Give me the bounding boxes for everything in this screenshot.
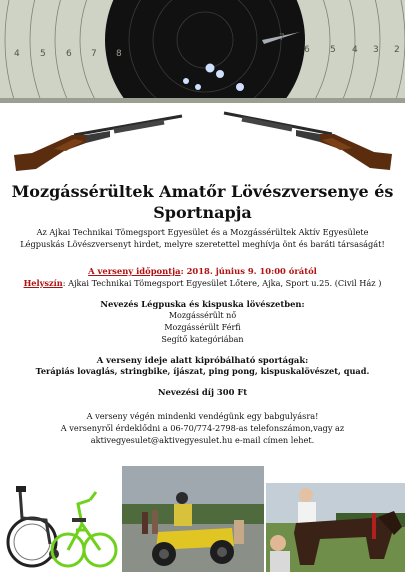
category-item: Segítő kategóriában — [161, 335, 244, 344]
closing-line-2: A versenyről érdeklődni a 06-70/774-2798-as telefonszámon,vagy az — [60, 423, 345, 433]
intro-line-2: Légpuskás Lövészversenyt hirdet, melyre szeretettel meghívja önt és baráti társaságát! — [20, 239, 385, 249]
title-line-1: Mozgássérültek Amatőr Lövészversenye és — [11, 182, 394, 201]
intro-paragraph — [10, 226, 395, 250]
target-number: 4 — [14, 49, 20, 59]
category-item: Mozgássérült Férfi — [164, 323, 241, 332]
target-number: 7 — [279, 33, 285, 43]
sports-list: Terápiás lovaglás, stringbike, íjászat, ping pong, kispuskalövészet, quad. — [35, 366, 370, 376]
category-item: Mozgássérült nő — [168, 311, 237, 320]
target-number: 6 — [66, 49, 72, 59]
wheelchair-and-bike-icon — [6, 478, 120, 572]
target-number: 2 — [394, 45, 400, 55]
entry-fee: Nevezési díj 300 Ft — [157, 387, 248, 397]
event-date-value: : 2018. június 9. 10:00 órától — [180, 266, 317, 276]
event-location-label: Helyszín — [23, 278, 63, 288]
page-title — [0, 181, 405, 223]
closing-paragraph — [20, 410, 385, 446]
closing-line-1: A verseny végén mindenki vendégünk egy babgulyásra! — [86, 411, 319, 421]
title-line-2: Sportnapja — [153, 203, 252, 222]
event-date — [0, 265, 405, 277]
event-location-value: : Ajkai Technikai Tömegsport Egyesület Lőtere, Ajka, Sport u.25. (Civil Ház ) — [62, 278, 382, 288]
quad-bike-icon — [122, 466, 264, 572]
horse-riding-photo — [266, 483, 405, 572]
target-number: 6 — [304, 45, 310, 55]
event-location — [0, 277, 405, 289]
target-number: 3 — [373, 45, 379, 55]
air-rifle-left-icon — [14, 113, 184, 173]
air-rifle-right-icon — [222, 110, 392, 170]
shooting-target-image — [0, 0, 405, 103]
intro-line-1: Az Ajkai Technikai Tömegsport Egyesület és a Mozgássérültek Aktív Egyesülete — [36, 227, 369, 237]
event-date-label: A verseny időpontja — [88, 266, 181, 276]
wheelchair-bike-photo — [6, 478, 120, 572]
target-number: 8 — [116, 49, 122, 59]
categories-heading: Nevezés Légpuska és kispuska lövészetben: — [100, 299, 305, 309]
target-number: 7 — [91, 49, 97, 59]
sports-heading: A verseny ideje alatt kipróbálható sportágak: — [96, 355, 309, 365]
target-icon — [0, 0, 405, 103]
closing-line-3: aktivegyesulet@aktivegyesulet.hu e-mail címen lehet. — [90, 435, 315, 445]
target-number: 5 — [330, 45, 336, 55]
quad-bike-photo — [122, 466, 264, 572]
horse-riding-icon — [266, 483, 405, 572]
target-number: 4 — [352, 45, 358, 55]
target-number: 5 — [40, 49, 46, 59]
